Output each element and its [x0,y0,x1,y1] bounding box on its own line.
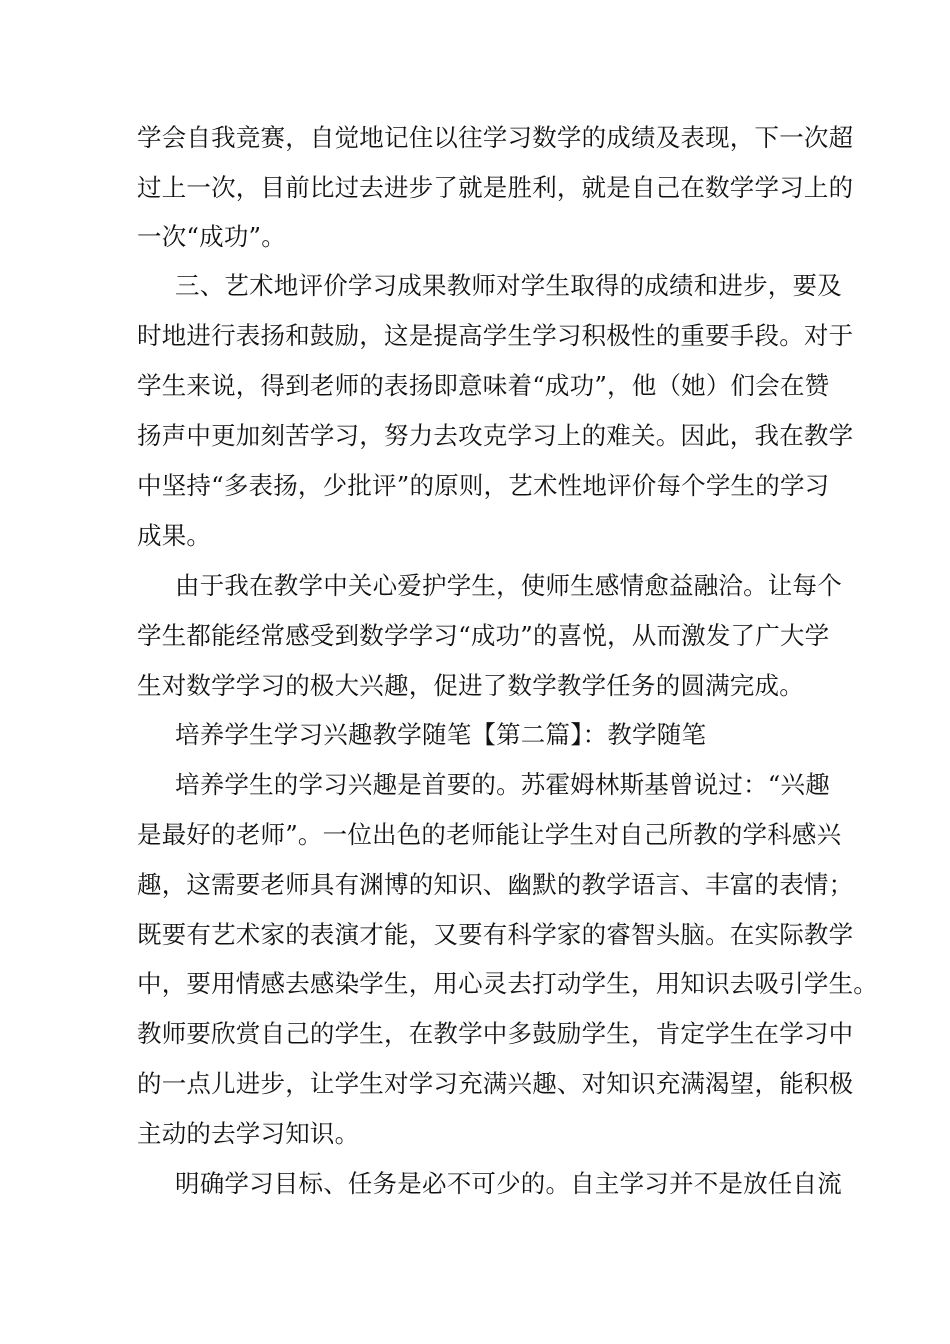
text-line-17: 既要有艺术家的表演才能，又要有科学家的睿智头脑。在实际教学 [137,920,854,949]
text-line-9: 成果。 [137,521,212,550]
text-line-15: 是最好的老师”。一位出色的老师能让学生对自己所教的学科感兴 [137,820,842,849]
text-line-22: 明确学习目标、任务是必不可少的。自主学习并不是放任自流 [175,1169,842,1198]
text-line-21: 主动的去学习知识。 [137,1119,360,1148]
text-line-19: 教师要欣赏自己的学生，在教学中多鼓励学生，肯定学生在学习中 [137,1019,854,1048]
text-line-20: 的一点儿进步，让学生对学习充满兴趣、对知识充满渴望，能积极 [137,1069,854,1098]
text-line-4: 三、艺术地评价学习成果教师对学生取得的成绩和进步，要及 [175,271,842,300]
text-line-10: 由于我在教学中关心爱护学生，使师生感情愈益融洽。让每个 [175,571,842,600]
text-line-1: 学会自我竞赛，自觉地记住以往学习数学的成绩及表现，下一次超 [137,123,854,152]
text-line-8: 中坚持“多表扬，少批评”的原则，艺术性地评价每个学生的学习 [137,471,830,500]
text-line-5: 时地进行表扬和鼓励，这是提高学生学习积极性的重要手段。对于 [137,321,854,350]
text-line-3: 一次“成功”。 [137,222,286,251]
text-line-11: 学生都能经常感受到数学学习“成功”的喜悦，从而激发了广大学 [137,621,830,650]
text-line-7: 扬声中更加刻苦学习，努力去攻克学习上的难关。因此，我在教学 [137,421,854,450]
text-line-18: 中，要用情感去感染学生，用心灵去打动学生，用知识去吸引学生。 [137,969,878,998]
text-line-16: 趣，这需要老师具有渊博的知识、幽默的教学语言、丰富的表情； [137,870,854,899]
text-line-6: 学生来说，得到老师的表扬即意味着“成功”，他（她）们会在赞 [137,371,830,400]
section-heading: 培养学生学习兴趣教学随笔【第二篇】：教学随笔 [175,720,707,749]
text-line-14: 培养学生的学习兴趣是首要的。苏霍姆林斯基曾说过：“兴趣 [175,770,830,799]
text-line-2: 过上一次，目前比过去进步了就是胜利，就是自己在数学学习上的 [137,173,854,202]
text-line-12: 生对数学学习的极大兴趣，促进了数学教学任务的圆满完成。 [137,671,804,700]
